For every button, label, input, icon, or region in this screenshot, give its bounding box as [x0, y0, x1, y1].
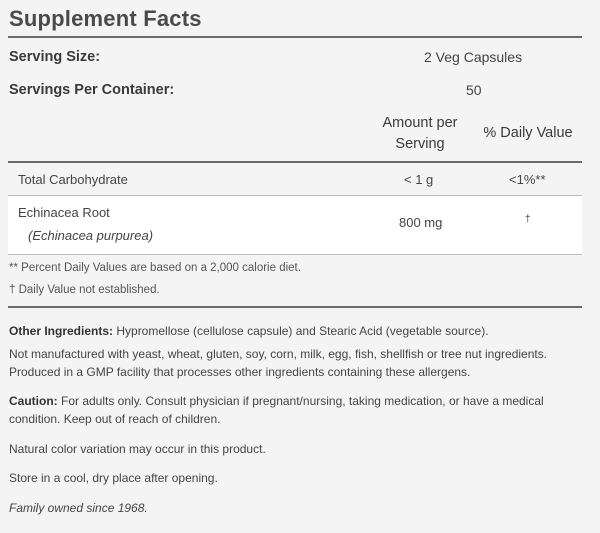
- footnote-divider: [8, 306, 582, 308]
- caution-statement: [9, 392, 579, 428]
- caution-label: Caution:: [9, 394, 58, 408]
- row-echinacea-amount: 800 mg: [399, 215, 443, 230]
- serving-size-label: Serving Size:: [9, 49, 101, 65]
- header-divider: [8, 161, 582, 163]
- amount-header-line1: Amount per: [382, 115, 458, 131]
- family-owned-note: Family owned since 1968.: [9, 501, 148, 515]
- color-variation-note: Natural color variation may occur in this product.: [9, 442, 266, 456]
- servings-per-container-label: Servings Per Container:: [9, 82, 175, 98]
- row-echinacea-dv: †: [525, 214, 531, 225]
- supplement-facts-title: Supplement Facts: [9, 6, 202, 31]
- servings-per-container-value: 50: [466, 82, 482, 98]
- amount-header-line2: Serving: [395, 136, 445, 152]
- other-ingredients: [9, 322, 579, 340]
- other-ingredients-label: Other Ingredients:: [9, 324, 114, 338]
- allergen-line-2: Produced in a GMP facility that processes other ingredients containing these allergens.: [9, 365, 471, 379]
- amount-per-serving-header: [370, 115, 470, 152]
- other-ingredients-text: Hypromellose (cellulose capsule) and Stearic Acid (vegetable source).: [113, 324, 489, 338]
- daily-value-header: % Daily Value: [483, 125, 573, 141]
- storage-note: Store in a cool, dry place after opening.: [9, 471, 218, 485]
- row-echinacea-name: Echinacea Root: [18, 205, 110, 220]
- row-total-carbohydrate-dv: <1%**: [509, 172, 546, 187]
- table-bottom-divider: [8, 254, 582, 255]
- allergen-statement: [9, 345, 579, 381]
- footnote-dv-not-established: † Daily Value not established.: [9, 284, 160, 296]
- row-total-carbohydrate-amount: < 1 g: [404, 172, 434, 187]
- caution-line-2: condition. Keep out of reach of children.: [9, 412, 221, 426]
- title-divider: [8, 36, 582, 38]
- footnote-percent-dv: ** Percent Daily Values are based on a 2,000 calorie diet.: [9, 262, 301, 274]
- row-total-carbohydrate-name: Total Carbohydrate: [18, 172, 128, 187]
- allergen-line-1: Not manufactured with yeast, wheat, gluten, soy, corn, milk, egg, fish, shellfish or tree nut ingredients.: [9, 347, 548, 361]
- row-echinacea-botanical: (Echinacea purpurea): [28, 228, 154, 243]
- serving-size-value: 2 Veg Capsules: [424, 49, 523, 65]
- caution-line-1: For adults only. Consult physician if pregnant/nursing, taking medication, or have a medical: [57, 394, 544, 408]
